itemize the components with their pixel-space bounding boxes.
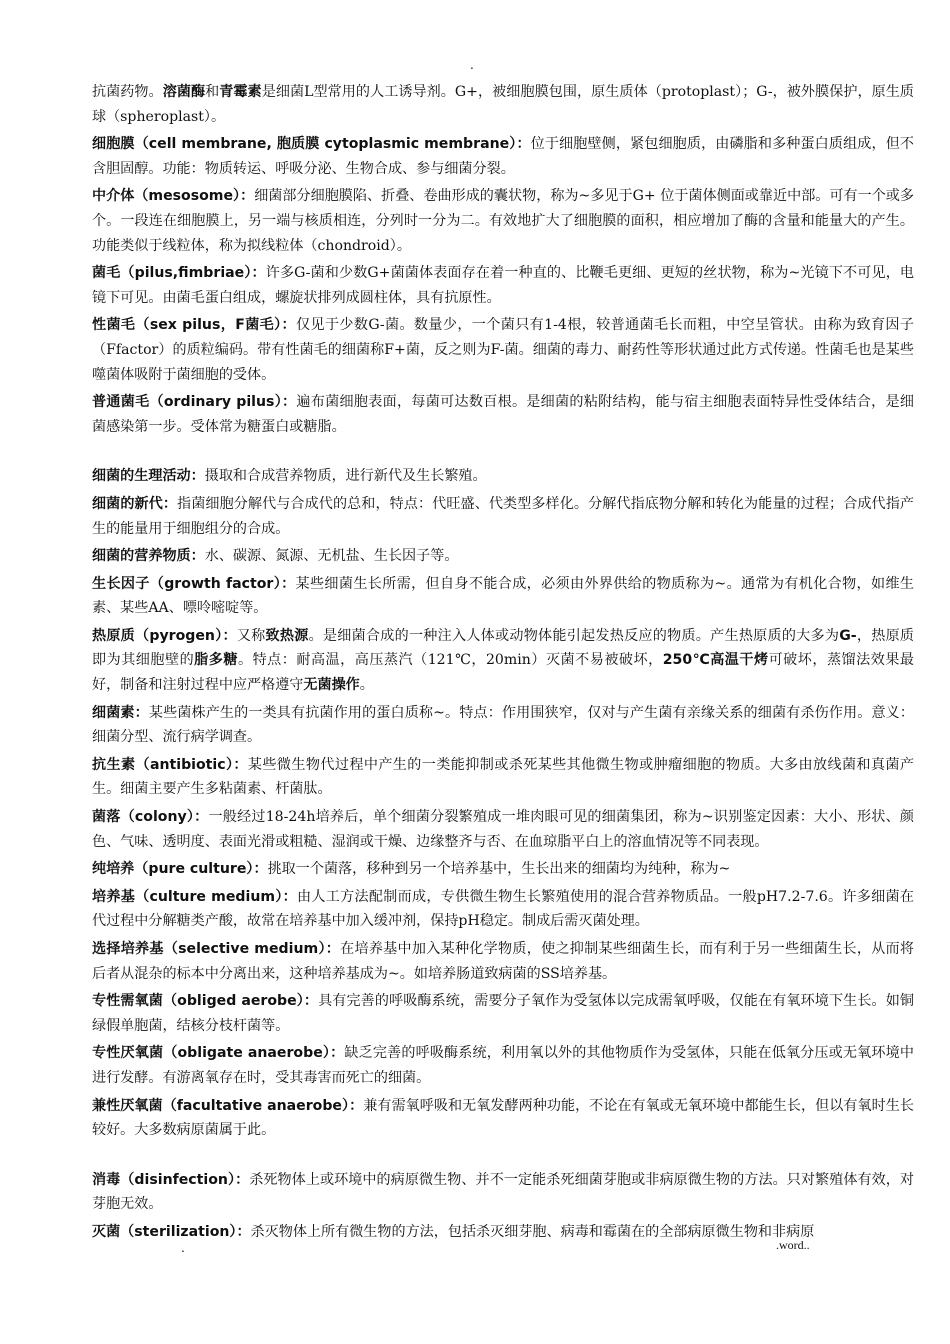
definition-term: 消毒（disinfection）： — [92, 1171, 250, 1188]
document-body — [92, 80, 914, 1248]
paragraph-text: 。 — [359, 677, 374, 694]
definition-text: 某些细菌生长所需，但自身不能合成，必须由外界供给的物质称为~。通常为有机化合物，如维生素、某些AA、嘌呤嘧啶等。 — [92, 575, 914, 617]
definition-text: 位于细胞壁侧，紧包细胞质，由磷脂和多种蛋白质组成，但不含胆固醇。功能：物质转运、呼吸分泌、生物合成、参与细菌分裂。 — [92, 136, 914, 177]
definition-term: 细菌的新代： — [92, 495, 178, 512]
definition-text: 水、碳源、氮源、无机盐、生长因子等。 — [204, 548, 459, 565]
definition-text: 遍布菌细胞表面，每菌可达数百根。是细菌的粘附结构，能与宿主细胞表面特异性受体结合，是细菌感染第一步。受体常为糖蛋白或糖脂。 — [92, 394, 915, 435]
definition-paragraph — [92, 464, 914, 489]
definition-text: 某些微生物代过程中产生的一类能抑制或杀死某些其他微生物或肿瘤细胞的物质。大多由放线菌和真菌产生。细菌主要产生多粘菌素、杆菌肽。 — [92, 756, 914, 798]
definition-paragraph — [92, 857, 914, 882]
definition-paragraph — [92, 753, 914, 802]
definition-term: 生长因子（growth factor）： — [92, 575, 296, 592]
bold-term: 热原质（pyrogen）： — [92, 627, 237, 644]
definition-paragraph — [92, 624, 914, 698]
definition-text: 缺乏完善的呼吸酶系统，利用氧以外的其他物质作为受氢体，只能在低氧分压或无氧环境中进行发酵。有游离氧存在时，受其毒害而死亡的细菌。 — [92, 1045, 914, 1086]
definition-text: 由人工方法配制而成，专供微生物生长繁殖使用的混合营养物质品。一般pH7.2-7.6。许多细菌在代过程中分解糖类产酸，故常在培养基中加入缓冲剂，保持pH稳定。制成后需灭菌处理。 — [92, 888, 914, 930]
bold-term: 250℃高温干烤 — [662, 652, 769, 669]
definition-paragraph — [92, 885, 914, 934]
definition-paragraph — [92, 184, 914, 258]
bold-term: 脂多糖 — [194, 652, 238, 669]
definition-paragraph — [92, 1041, 914, 1090]
definition-text: 许多G-菌和少数G+菌菌体表面存在着一种直的、比鞭毛更细、更短的丝状物，称为~光镜下不可见，电镜下可见。由菌毛蛋白组成，螺旋状排列成圆柱体，具有抗原性。 — [92, 265, 914, 306]
definition-term: 性菌毛（sex pilus，F菌毛）： — [92, 317, 297, 334]
definition-text: 兼有需氧呼吸和无氧发酵两种功能，不论在有氧或无氧环境中都能生长，但以有氧时生长较好。大多数病原菌属于此。 — [92, 1097, 914, 1139]
bold-term: G- — [839, 627, 857, 644]
definition-paragraph — [92, 132, 914, 181]
definition-text: 具有完善的呼吸酶系统，需要分子氧作为受氢体以完成需氧呼吸，仅能在有氧环境下生长。如铜绿假单胞菌，结核分枝杆菌等。 — [92, 993, 914, 1034]
definition-paragraph — [92, 572, 914, 621]
bold-term: 无菌操作 — [303, 677, 360, 694]
definition-text: 杀死物体上或环境中的病原微生物、并不一定能杀死细菌芽胞或非病原微生物的方法。只对繁殖体有效，对芽胞无效。 — [92, 1171, 914, 1213]
definition-text: 指菌细胞分解代与合成代的总和，特点：代旺盛、代类型多样化。分解代指底物分解和转化为能量的过程；合成代指产生的能量用于细胞组分的合成。 — [92, 495, 914, 537]
definition-text: 杀灭物体上所有微生物的方法，包括杀灭细芽胞、病毒和霉菌在的全部病原微生物和非病原 — [250, 1223, 815, 1240]
definition-term: 菌毛（pilus,fimbriae）： — [92, 265, 266, 282]
bold-term: 青霉素 — [219, 84, 262, 100]
definition-paragraph — [92, 313, 914, 387]
definition-term: 细菌素： — [92, 704, 149, 721]
definition-paragraph — [92, 1094, 914, 1143]
definition-paragraph — [92, 805, 914, 854]
definition-term: 选择培养基（selective medium）： — [92, 941, 341, 957]
paragraph-text: 和 — [205, 84, 220, 100]
paragraph-text: 又称 — [236, 627, 266, 644]
definition-text: 摄取和合成营养物质，进行新代及生长繁殖。 — [204, 468, 487, 485]
header-mark: . — [470, 58, 474, 72]
bold-term: 溶菌酶 — [162, 84, 206, 100]
definition-term: 普通菌毛（ordinary pilus）： — [92, 394, 297, 411]
definition-text: 在培养基中加入某种化学物质，使之抑制某些细菌生长，而有利于另一些细菌生长，从而将后者从混杂的标本中分离出来，这种培养基成为~。如培养肠道致病菌的SS培养基。 — [92, 941, 915, 982]
definition-paragraph — [92, 80, 914, 129]
definition-text: 挑取一个菌落，移种到另一个培养基中，生长出来的细菌均为纯种，称为~ — [267, 861, 731, 878]
definition-paragraph — [92, 492, 914, 541]
definition-term: 中介体（mesosome）： — [92, 188, 255, 205]
definition-paragraph — [92, 390, 914, 439]
paragraph-text: 可破坏，蒸馏法效果最好，制备和注射过程中应严格遵守 — [92, 652, 915, 694]
paragraph-text: 。是细菌合成的一种注入人体或动物体能引起发热反应的物质。产生热原质的大多为 — [308, 627, 840, 644]
paragraph-text: ，热原质即为其细胞壁的 — [92, 627, 915, 669]
definition-text: 一般经过18-24h培养后，单个细菌分裂繁殖成一堆肉眼可见的细菌集团，称为~识别鉴定因素：大小、形状、颜色、气味、透明度、表面光滑或粗糙、湿润或干燥、边缘整齐与否、在血琼脂平白上的溶血情况等不同表现。 — [92, 809, 914, 850]
definition-paragraph — [92, 701, 914, 750]
definition-term: 专性需氧菌（obliged aerobe）： — [92, 993, 319, 1010]
definition-text: 某些菌株产生的一类具有抗菌作用的蛋白质称~。特点：作用围狭窄，仅对与产生菌有亲缘关系的细菌有杀伤作用。意义：细菌分型、流行病学调查。 — [92, 704, 914, 746]
definition-term: 细菌的生理活动： — [92, 468, 205, 485]
definition-term: 纯培养（pure culture）： — [92, 861, 268, 878]
definition-paragraph — [92, 544, 914, 569]
definition-term: 细菌的营养物质： — [92, 548, 205, 565]
definition-text: 仅见于少数G-菌。数量少，一个菌只有1-4根，较普通菌毛长而粗，中空呈管状。由称为致育因子（Ffactor）的质粒编码。带有性菌毛的细菌称F+菌，反之则为F-菌。细菌的毒力、耐药性等形状通过此方式传递。性菌毛也是某些噬菌体吸附于菌细胞的受体。 — [92, 317, 914, 383]
paragraph-text: 。特点：耐高温，高压蒸汽（121℃，20min）灭菌不易被破坏， — [237, 652, 663, 669]
definition-term: 专性厌氧菌（obligate anaerobe）： — [92, 1045, 345, 1062]
definition-paragraph — [92, 989, 914, 1038]
definition-paragraph — [92, 937, 914, 986]
definition-paragraph — [92, 1168, 914, 1217]
footer-left-mark: . — [181, 1241, 185, 1255]
definition-term: 细胞膜（cell membrane, 胞质膜 cytoplasmic membrane）： — [92, 136, 531, 153]
footer-word-mark: .word.. — [776, 1238, 810, 1252]
paragraph-text: 抗菌药物。 — [92, 84, 163, 100]
definition-term: 抗生素（antibiotic）： — [92, 756, 248, 773]
definition-term: 培养基（culture medium）： — [92, 888, 298, 905]
definition-term: 灭菌（sterilization）： — [92, 1223, 251, 1240]
definition-text: 细菌部分细胞膜陷、折叠、卷曲形成的囊状物，称为~多见于G+ 位于菌体侧面或靠近中部。可有一个或多个。一段连在细胞膜上，另一端与核质相连，分列时一分为二。有效地扩大了细胞膜的面积，相应增加了酶的含量和能量大的产生。功能类似于线粒体，称为拟线粒体（chondroid）。 — [92, 188, 914, 254]
paragraph-text: 是细菌L型常用的人工诱导剂。G+，被细胞膜包围，原生质体（protoplast）；G-，被外膜保护，原生质球（spheroplast）。 — [92, 84, 914, 125]
bold-term: 致热源 — [265, 627, 309, 644]
definition-paragraph — [92, 261, 914, 310]
definition-term: 菌落（colony）： — [92, 809, 209, 826]
definition-term: 兼性厌氧菌（facultative anaerobe）： — [92, 1097, 364, 1114]
